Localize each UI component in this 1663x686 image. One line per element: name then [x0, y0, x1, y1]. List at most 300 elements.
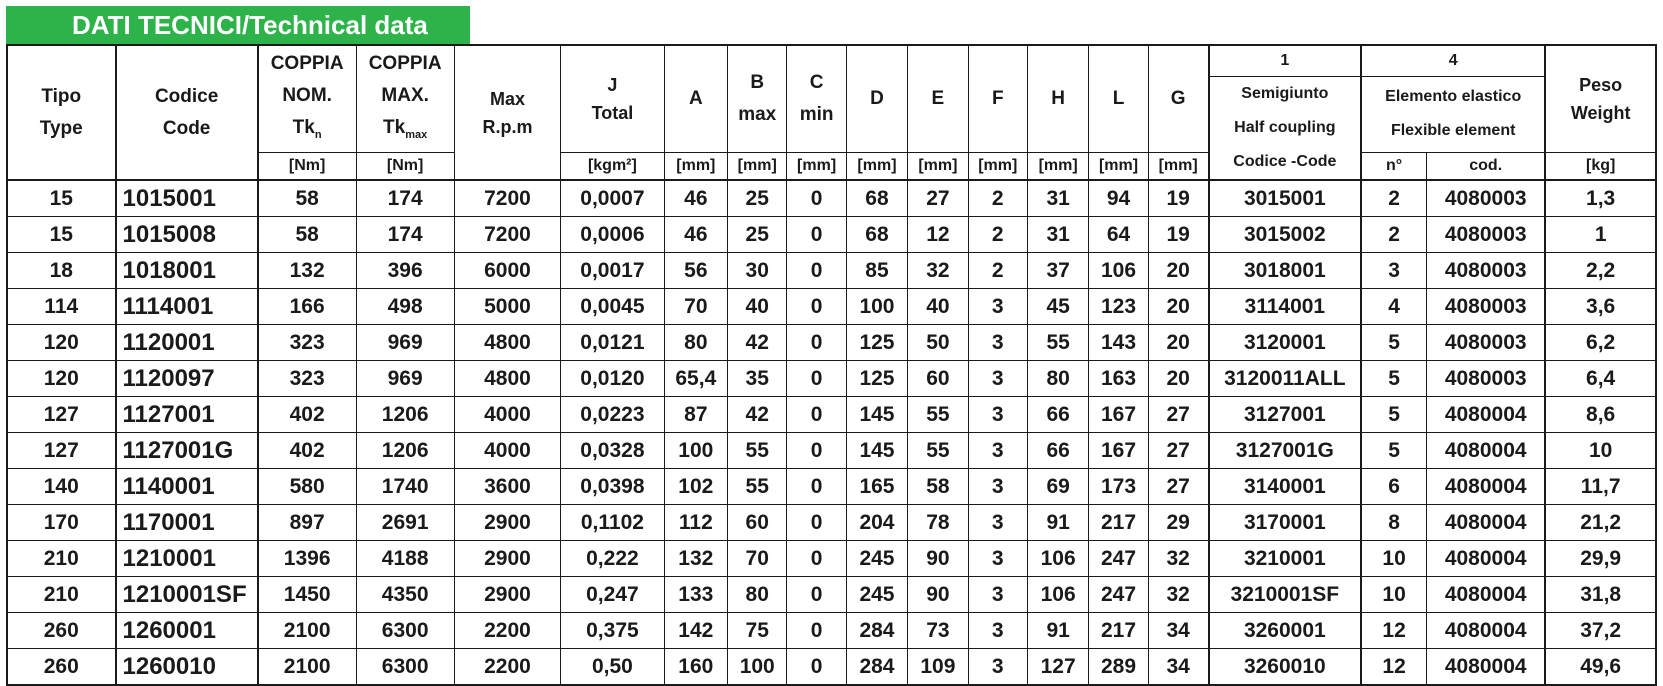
cell-semigiunto-code: 3210001SF	[1209, 577, 1362, 613]
table-row	[7, 577, 1656, 613]
cell-c: 0	[787, 541, 846, 577]
cell-h: 31	[1027, 217, 1088, 253]
cell-elemento-n: 5	[1361, 433, 1427, 469]
cell-a: 132	[664, 541, 727, 577]
cell-semigiunto-code: 3120011ALL	[1209, 361, 1362, 397]
cell-h: 127	[1027, 649, 1088, 686]
table-row	[7, 469, 1656, 505]
cell-g: 19	[1148, 217, 1208, 253]
cell-elemento-cod: 4080004	[1427, 649, 1546, 686]
cell-coppia-max: 396	[356, 253, 454, 289]
cell-tipo: 120	[7, 361, 116, 397]
cell-elemento-n: 2	[1361, 180, 1427, 217]
cell-codice: 1015001	[116, 180, 258, 217]
cell-j-total: 0,0328	[561, 433, 664, 469]
cell-c: 0	[787, 325, 846, 361]
cell-j-total: 0,247	[561, 577, 664, 613]
cell-max-rpm: 6000	[454, 253, 560, 289]
cell-g: 20	[1148, 253, 1208, 289]
cell-e: 109	[908, 649, 968, 686]
cell-codice: 1210001SF	[116, 577, 258, 613]
cell-b: 42	[728, 397, 787, 433]
cell-d: 245	[846, 541, 907, 577]
table-row	[7, 505, 1656, 541]
cell-coppia-nom: 580	[258, 469, 356, 505]
cell-tipo: 210	[7, 541, 116, 577]
cell-e: 55	[908, 397, 968, 433]
cell-elemento-n: 8	[1361, 505, 1427, 541]
header-tipo-type: Tipo Type	[7, 45, 116, 180]
cell-h: 66	[1027, 433, 1088, 469]
cell-elemento-n: 3	[1361, 253, 1427, 289]
header-peso-weight: Peso Weight	[1545, 45, 1656, 152]
cell-c: 0	[787, 397, 846, 433]
cell-peso: 6,2	[1545, 325, 1656, 361]
cell-max-rpm: 5000	[454, 289, 560, 325]
cell-codice: 1114001	[116, 289, 258, 325]
cell-semigiunto-code: 3170001	[1209, 505, 1362, 541]
cell-l: 217	[1089, 613, 1148, 649]
cell-codice: 1260001	[116, 613, 258, 649]
cell-coppia-nom: 402	[258, 397, 356, 433]
cell-max-rpm: 2900	[454, 505, 560, 541]
cell-a: 142	[664, 613, 727, 649]
cell-e: 60	[908, 361, 968, 397]
cell-l: 173	[1089, 469, 1148, 505]
cell-c: 0	[787, 469, 846, 505]
cell-max-rpm: 2900	[454, 541, 560, 577]
cell-f: 2	[968, 180, 1027, 217]
cell-g: 20	[1148, 289, 1208, 325]
cell-elemento-n: 12	[1361, 613, 1427, 649]
cell-elemento-n: 2	[1361, 217, 1427, 253]
cell-max-rpm: 4000	[454, 433, 560, 469]
cell-elemento-cod: 4080003	[1427, 180, 1546, 217]
unit-f: [mm]	[968, 152, 1027, 180]
cell-j-total: 0,0045	[561, 289, 664, 325]
cell-b: 55	[728, 469, 787, 505]
cell-elemento-n: 5	[1361, 325, 1427, 361]
table-row	[7, 433, 1656, 469]
cell-b: 40	[728, 289, 787, 325]
cell-peso: 37,2	[1545, 613, 1656, 649]
cell-f: 3	[968, 361, 1027, 397]
cell-l: 163	[1089, 361, 1148, 397]
cell-b: 55	[728, 433, 787, 469]
cell-elemento-cod: 4080003	[1427, 253, 1546, 289]
cell-max-rpm: 2900	[454, 577, 560, 613]
cell-coppia-max: 174	[356, 217, 454, 253]
cell-elemento-cod: 4080004	[1427, 505, 1546, 541]
cell-tipo: 15	[7, 217, 116, 253]
cell-l: 247	[1089, 541, 1148, 577]
cell-l: 94	[1089, 180, 1148, 217]
cell-b: 70	[728, 541, 787, 577]
cell-d: 125	[846, 325, 907, 361]
cell-codice: 1120001	[116, 325, 258, 361]
cell-codice: 1210001	[116, 541, 258, 577]
cell-c: 0	[787, 180, 846, 217]
cell-b: 42	[728, 325, 787, 361]
cell-elemento-cod: 4080003	[1427, 325, 1546, 361]
table-row	[7, 253, 1656, 289]
cell-h: 80	[1027, 361, 1088, 397]
cell-b: 25	[728, 180, 787, 217]
cell-max-rpm: 4000	[454, 397, 560, 433]
cell-f: 3	[968, 613, 1027, 649]
cell-c: 0	[787, 361, 846, 397]
cell-l: 143	[1089, 325, 1148, 361]
unit-h: [mm]	[1027, 152, 1088, 180]
cell-a: 102	[664, 469, 727, 505]
cell-g: 19	[1148, 180, 1208, 217]
cell-h: 31	[1027, 180, 1088, 217]
cell-g: 34	[1148, 649, 1208, 686]
cell-d: 284	[846, 649, 907, 686]
cell-peso: 10	[1545, 433, 1656, 469]
table-row	[7, 541, 1656, 577]
cell-coppia-max: 6300	[356, 649, 454, 686]
unit-b: [mm]	[728, 152, 787, 180]
cell-g: 34	[1148, 613, 1208, 649]
cell-a: 46	[664, 217, 727, 253]
cell-c: 0	[787, 649, 846, 686]
cell-l: 106	[1089, 253, 1148, 289]
header-d: D	[846, 45, 907, 152]
technical-data-table	[6, 44, 1657, 686]
cell-elemento-cod: 4080004	[1427, 613, 1546, 649]
cell-e: 73	[908, 613, 968, 649]
cell-coppia-max: 1206	[356, 433, 454, 469]
cell-j-total: 0,0006	[561, 217, 664, 253]
cell-h: 66	[1027, 397, 1088, 433]
cell-f: 3	[968, 649, 1027, 686]
cell-elemento-cod: 4080003	[1427, 289, 1546, 325]
unit-l: [mm]	[1089, 152, 1148, 180]
cell-tipo: 260	[7, 649, 116, 686]
table-row	[7, 397, 1656, 433]
cell-coppia-max: 6300	[356, 613, 454, 649]
header-h: H	[1027, 45, 1088, 152]
cell-e: 78	[908, 505, 968, 541]
cell-b: 25	[728, 217, 787, 253]
cell-j-total: 0,222	[561, 541, 664, 577]
cell-j-total: 0,375	[561, 613, 664, 649]
cell-semigiunto-code: 3015002	[1209, 217, 1362, 253]
cell-d: 165	[846, 469, 907, 505]
cell-a: 70	[664, 289, 727, 325]
cell-peso: 2,2	[1545, 253, 1656, 289]
cell-semigiunto-code: 3018001	[1209, 253, 1362, 289]
cell-coppia-nom: 2100	[258, 649, 356, 686]
cell-g: 27	[1148, 469, 1208, 505]
cell-coppia-max: 4350	[356, 577, 454, 613]
cell-h: 106	[1027, 577, 1088, 613]
cell-c: 0	[787, 253, 846, 289]
cell-coppia-max: 1206	[356, 397, 454, 433]
cell-coppia-max: 2691	[356, 505, 454, 541]
section-title-banner: DATI TECNICI/Technical data	[6, 6, 470, 44]
header-max-rpm: Max R.p.m	[454, 45, 560, 180]
cell-j-total: 0,50	[561, 649, 664, 686]
cell-max-rpm: 4800	[454, 361, 560, 397]
cell-elemento-n: 4	[1361, 289, 1427, 325]
cell-b: 100	[728, 649, 787, 686]
cell-d: 245	[846, 577, 907, 613]
cell-codice: 1015008	[116, 217, 258, 253]
cell-j-total: 0,0223	[561, 397, 664, 433]
cell-j-total: 0,0398	[561, 469, 664, 505]
cell-coppia-nom: 2100	[258, 613, 356, 649]
cell-g: 32	[1148, 541, 1208, 577]
cell-tipo: 140	[7, 469, 116, 505]
cell-c: 0	[787, 613, 846, 649]
cell-max-rpm: 2200	[454, 613, 560, 649]
cell-l: 123	[1089, 289, 1148, 325]
table-row	[7, 361, 1656, 397]
cell-tipo: 15	[7, 180, 116, 217]
header-b-max: B max	[728, 45, 787, 152]
table-header	[7, 45, 1656, 180]
cell-a: 87	[664, 397, 727, 433]
cell-semigiunto-code: 3114001	[1209, 289, 1362, 325]
cell-f: 3	[968, 289, 1027, 325]
header-coppia-nom: COPPIA NOM. $Tk_n$	[258, 45, 356, 152]
cell-max-rpm: 4800	[454, 325, 560, 361]
header-codice-code: Codice Code	[116, 45, 258, 180]
cell-g: 27	[1148, 433, 1208, 469]
table-row	[7, 289, 1656, 325]
cell-coppia-nom: 58	[258, 180, 356, 217]
cell-coppia-nom: 323	[258, 325, 356, 361]
cell-b: 75	[728, 613, 787, 649]
header-f: F	[968, 45, 1027, 152]
cell-coppia-nom: 1450	[258, 577, 356, 613]
cell-e: 90	[908, 577, 968, 613]
unit-g: [mm]	[1148, 152, 1208, 180]
cell-semigiunto-code: 3127001G	[1209, 433, 1362, 469]
cell-codice: 1260010	[116, 649, 258, 686]
cell-e: 12	[908, 217, 968, 253]
unit-a: [mm]	[664, 152, 727, 180]
cell-tipo: 127	[7, 433, 116, 469]
header-l: L	[1089, 45, 1148, 152]
cell-c: 0	[787, 505, 846, 541]
cell-codice: 1170001	[116, 505, 258, 541]
cell-max-rpm: 7200	[454, 217, 560, 253]
cell-codice: 1127001	[116, 397, 258, 433]
cell-elemento-n: 5	[1361, 361, 1427, 397]
cell-coppia-max: 4188	[356, 541, 454, 577]
cell-peso: 6,4	[1545, 361, 1656, 397]
cell-peso: 21,2	[1545, 505, 1656, 541]
cell-elemento-cod: 4080004	[1427, 577, 1546, 613]
cell-max-rpm: 2200	[454, 649, 560, 686]
cell-coppia-nom: 1396	[258, 541, 356, 577]
cell-b: 60	[728, 505, 787, 541]
cell-elemento-n: 12	[1361, 649, 1427, 686]
cell-h: 91	[1027, 613, 1088, 649]
table-row	[7, 325, 1656, 361]
table-row	[7, 613, 1656, 649]
cell-l: 217	[1089, 505, 1148, 541]
cell-codice: 1140001	[116, 469, 258, 505]
cell-c: 0	[787, 577, 846, 613]
cell-h: 55	[1027, 325, 1088, 361]
cell-a: 112	[664, 505, 727, 541]
cell-h: 45	[1027, 289, 1088, 325]
cell-coppia-nom: 897	[258, 505, 356, 541]
cell-semigiunto-code: 3140001	[1209, 469, 1362, 505]
cell-coppia-nom: 58	[258, 217, 356, 253]
cell-j-total: 0,0121	[561, 325, 664, 361]
cell-f: 2	[968, 217, 1027, 253]
cell-tipo: 114	[7, 289, 116, 325]
cell-j-total: 0,0007	[561, 180, 664, 217]
cell-h: 37	[1027, 253, 1088, 289]
cell-elemento-n: 6	[1361, 469, 1427, 505]
cell-semigiunto-code: 3260001	[1209, 613, 1362, 649]
cell-g: 29	[1148, 505, 1208, 541]
cell-max-rpm: 3600	[454, 469, 560, 505]
cell-a: 100	[664, 433, 727, 469]
header-a: A	[664, 45, 727, 152]
cell-l: 289	[1089, 649, 1148, 686]
table-row	[7, 180, 1656, 217]
unit-elemento-cod: cod.	[1427, 152, 1546, 180]
header-j-total: J Total	[561, 45, 664, 152]
cell-codice: 1018001	[116, 253, 258, 289]
cell-peso: 1	[1545, 217, 1656, 253]
cell-coppia-max: 498	[356, 289, 454, 325]
cell-tipo: 120	[7, 325, 116, 361]
cell-f: 3	[968, 541, 1027, 577]
cell-e: 27	[908, 180, 968, 217]
cell-tipo: 18	[7, 253, 116, 289]
cell-e: 32	[908, 253, 968, 289]
unit-c: [mm]	[787, 152, 846, 180]
cell-tipo: 210	[7, 577, 116, 613]
cell-f: 3	[968, 469, 1027, 505]
table-row	[7, 217, 1656, 253]
cell-e: 50	[908, 325, 968, 361]
header-semigiunto: Semigiunto Half coupling Codice -Code	[1209, 77, 1362, 181]
cell-e: 40	[908, 289, 968, 325]
cell-f: 3	[968, 433, 1027, 469]
cell-tipo: 170	[7, 505, 116, 541]
cell-coppia-max: 174	[356, 180, 454, 217]
cell-f: 2	[968, 253, 1027, 289]
cell-g: 32	[1148, 577, 1208, 613]
cell-e: 55	[908, 433, 968, 469]
cell-elemento-cod: 4080004	[1427, 541, 1546, 577]
cell-d: 68	[846, 217, 907, 253]
cell-l: 167	[1089, 433, 1148, 469]
cell-peso: 31,8	[1545, 577, 1656, 613]
cell-f: 3	[968, 505, 1027, 541]
cell-b: 35	[728, 361, 787, 397]
unit-elemento-n: n°	[1361, 152, 1427, 180]
cell-d: 85	[846, 253, 907, 289]
cell-d: 68	[846, 180, 907, 217]
cell-g: 27	[1148, 397, 1208, 433]
cell-d: 145	[846, 433, 907, 469]
cell-e: 90	[908, 541, 968, 577]
cell-d: 204	[846, 505, 907, 541]
cell-f: 3	[968, 325, 1027, 361]
cell-h: 91	[1027, 505, 1088, 541]
cell-g: 20	[1148, 325, 1208, 361]
cell-c: 0	[787, 289, 846, 325]
cell-coppia-nom: 166	[258, 289, 356, 325]
cell-c: 0	[787, 433, 846, 469]
unit-coppia-nom: [Nm]	[258, 152, 356, 180]
cell-d: 100	[846, 289, 907, 325]
cell-coppia-max: 969	[356, 361, 454, 397]
cell-elemento-n: 10	[1361, 577, 1427, 613]
cell-peso: 49,6	[1545, 649, 1656, 686]
cell-peso: 1,3	[1545, 180, 1656, 217]
cell-b: 30	[728, 253, 787, 289]
cell-a: 56	[664, 253, 727, 289]
cell-semigiunto-code: 3210001	[1209, 541, 1362, 577]
unit-peso: [kg]	[1545, 152, 1656, 180]
cell-h: 106	[1027, 541, 1088, 577]
cell-tipo: 260	[7, 613, 116, 649]
cell-peso: 8,6	[1545, 397, 1656, 433]
header-coppia-max: COPPIA MAX. $Tk_{max}$	[356, 45, 454, 152]
cell-semigiunto-code: 3260010	[1209, 649, 1362, 686]
cell-peso: 29,9	[1545, 541, 1656, 577]
cell-elemento-cod: 4080003	[1427, 361, 1546, 397]
cell-e: 58	[908, 469, 968, 505]
cell-l: 64	[1089, 217, 1148, 253]
cell-j-total: 0,0017	[561, 253, 664, 289]
cell-semigiunto-code: 3015001	[1209, 180, 1362, 217]
cell-elemento-cod: 4080004	[1427, 469, 1546, 505]
cell-a: 133	[664, 577, 727, 613]
cell-elemento-cod: 4080004	[1427, 397, 1546, 433]
cell-elemento-cod: 4080004	[1427, 433, 1546, 469]
cell-tipo: 127	[7, 397, 116, 433]
header-g: G	[1148, 45, 1208, 152]
cell-elemento-n: 10	[1361, 541, 1427, 577]
cell-d: 284	[846, 613, 907, 649]
cell-c: 0	[787, 217, 846, 253]
unit-e: [mm]	[908, 152, 968, 180]
cell-coppia-nom: 132	[258, 253, 356, 289]
unit-d: [mm]	[846, 152, 907, 180]
cell-peso: 3,6	[1545, 289, 1656, 325]
header-semigiunto-number: 1	[1209, 45, 1362, 77]
cell-a: 80	[664, 325, 727, 361]
cell-j-total: 0,1102	[561, 505, 664, 541]
cell-coppia-max: 969	[356, 325, 454, 361]
header-elemento-elastico: Elemento elastico Flexible element	[1361, 77, 1545, 153]
cell-elemento-n: 5	[1361, 397, 1427, 433]
cell-a: 160	[664, 649, 727, 686]
table-body	[7, 180, 1656, 685]
cell-l: 247	[1089, 577, 1148, 613]
cell-f: 3	[968, 577, 1027, 613]
unit-coppia-max: [Nm]	[356, 152, 454, 180]
cell-semigiunto-code: 3127001	[1209, 397, 1362, 433]
cell-g: 20	[1148, 361, 1208, 397]
cell-d: 125	[846, 361, 907, 397]
cell-codice: 1127001G	[116, 433, 258, 469]
cell-d: 145	[846, 397, 907, 433]
cell-coppia-max: 1740	[356, 469, 454, 505]
